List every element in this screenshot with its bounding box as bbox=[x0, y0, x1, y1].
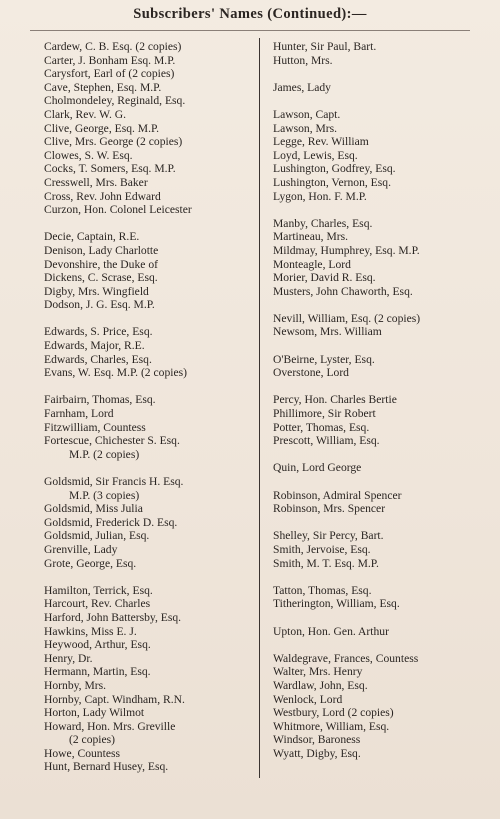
subscriber-entry: Evans, W. Esq. M.P. (2 copies) bbox=[44, 366, 187, 380]
subscriber-entry: Heywood, Arthur, Esq. bbox=[44, 638, 151, 652]
section-gap bbox=[273, 638, 420, 652]
subscriber-entry: Upton, Hon. Gen. Arthur bbox=[273, 624, 389, 638]
subscriber-entry: Devonshire, the Duke of bbox=[44, 257, 158, 271]
subscriber-entry-continuation: M.P. (3 copies) bbox=[69, 488, 140, 502]
subscriber-entry: Hutton, Mrs. bbox=[273, 53, 333, 67]
section-gap bbox=[44, 217, 192, 231]
section-gap bbox=[44, 380, 192, 394]
subscriber-entry: Dodson, J. G. Esq. M.P. bbox=[44, 298, 155, 312]
subscriber-entry: Walter, Mrs. Henry bbox=[273, 665, 363, 679]
subscriber-entry: Potter, Thomas, Esq. bbox=[273, 420, 370, 434]
subscriber-entry: Robinson, Admiral Spencer bbox=[273, 488, 402, 502]
subscriber-entry: Grenville, Lady bbox=[44, 542, 118, 556]
subscriber-entry: Hornby, Mrs. bbox=[44, 678, 107, 692]
section-gap bbox=[273, 448, 420, 462]
subscriber-entry: Morier, David R. Esq. bbox=[273, 271, 376, 285]
subscriber-entry: Goldsmid, Sir Francis H. Esq. bbox=[44, 475, 184, 488]
section-gap bbox=[273, 611, 420, 625]
subscriber-entry: Phillimore, Sir Robert bbox=[273, 407, 376, 421]
subscriber-entry: Hawkins, Miss E. J. bbox=[44, 624, 137, 638]
subscriber-entry: Legge, Rev. William bbox=[273, 135, 369, 149]
subscriber-entry: Clive, George, Esq. M.P. bbox=[44, 121, 160, 135]
section-gap bbox=[273, 380, 420, 394]
subscriber-entry: Monteagle, Lord bbox=[273, 257, 351, 271]
subscriber-entry: Goldsmid, Miss Julia bbox=[44, 502, 143, 516]
subscriber-entry: Titherington, William, Esq. bbox=[273, 597, 400, 611]
subscriber-entry: Loyd, Lewis, Esq. bbox=[273, 148, 358, 162]
subscriber-entry: Quin, Lord George bbox=[273, 461, 362, 475]
subscriber-entry: Robinson, Mrs. Spencer bbox=[273, 502, 386, 516]
subscriber-entry: O'Beirne, Lyster, Esq. bbox=[273, 352, 375, 366]
subscriber-entry: Harcourt, Rev. Charles bbox=[44, 597, 151, 611]
subscriber-entry: Wyatt, Digby, Esq. bbox=[273, 746, 361, 760]
subscriber-entry: Percy, Hon. Charles Bertie bbox=[273, 393, 397, 407]
subscriber-entry: Lushington, Godfrey, Esq. bbox=[273, 162, 396, 176]
subscriber-entry: Prescott, William, Esq. bbox=[273, 434, 380, 448]
subscriber-entry: Clowes, S. W. Esq. bbox=[44, 148, 133, 162]
subscriber-entry: Wardlaw, John, Esq. bbox=[273, 678, 368, 692]
section-gap bbox=[273, 67, 420, 81]
subscriber-entry: Carysfort, Earl of (2 copies) bbox=[44, 67, 175, 81]
subscriber-entry: Carter, J. Bonham Esq. M.P. bbox=[44, 53, 176, 67]
subscriber-entry: Westbury, Lord (2 copies) bbox=[273, 706, 394, 720]
section-gap bbox=[273, 94, 420, 108]
section-gap bbox=[44, 570, 192, 584]
subscriber-entry: Dickens, C. Scrase, Esq. bbox=[44, 271, 158, 285]
subscriber-entry: Nevill, William, Esq. (2 copies) bbox=[273, 311, 421, 325]
subscriber-entry: Waldegrave, Frances, Countess bbox=[273, 651, 419, 665]
page-title: Subscribers' Names (Continued):— bbox=[133, 6, 367, 22]
subscriber-entry: Grote, George, Esq. bbox=[44, 556, 137, 570]
subscriber-entry: Cardew, C. B. Esq. (2 copies) bbox=[44, 40, 182, 53]
section-gap bbox=[273, 298, 420, 312]
subscriber-entry: Manby, Charles, Esq. bbox=[273, 216, 373, 230]
subscriber-entry: Musters, John Chaworth, Esq. bbox=[273, 284, 413, 298]
subscriber-entry-continuation: (2 copies) bbox=[69, 733, 116, 747]
subscriber-entry: Hornby, Capt. Windham, R.N. bbox=[44, 692, 185, 706]
subscriber-entry: Goldsmid, Frederick D. Esq. bbox=[44, 515, 178, 529]
subscriber-entry: Tatton, Thomas, Esq. bbox=[273, 583, 372, 597]
subscriber-entry: Horton, Lady Wilmot bbox=[44, 706, 145, 720]
header-rule bbox=[30, 30, 470, 31]
subscriber-entry: Howe, Countess bbox=[44, 746, 120, 760]
section-gap bbox=[273, 516, 420, 530]
subscriber-entry: Mildmay, Humphrey, Esq. M.P. bbox=[273, 243, 420, 257]
section-gap bbox=[273, 475, 420, 489]
subscriber-entry: Edwards, Major, R.E. bbox=[44, 339, 145, 353]
subscriber-entry-continuation: M.P. (2 copies) bbox=[69, 447, 140, 461]
subscriber-entry: Fortescue, Chichester S. Esq. bbox=[44, 434, 180, 448]
subscriber-entry: Hermann, Martin, Esq. bbox=[44, 665, 151, 679]
subscriber-entry: Shelley, Sir Percy, Bart. bbox=[273, 529, 384, 543]
subscribers-right-column bbox=[273, 40, 420, 760]
subscriber-entry: Harford, John Battersby, Esq. bbox=[44, 610, 182, 624]
subscriber-entry: Lawson, Mrs. bbox=[273, 121, 338, 135]
subscriber-entry: Cross, Rev. John Edward bbox=[44, 189, 161, 203]
subscriber-entry: Farnham, Lord bbox=[44, 407, 114, 421]
subscriber-entry: Lygon, Hon. F. M.P. bbox=[273, 189, 367, 203]
subscriber-entry: Smith, Jervoise, Esq. bbox=[273, 542, 371, 556]
subscriber-entry: Cave, Stephen, Esq. M.P. bbox=[44, 80, 162, 94]
subscriber-entry: Newsom, Mrs. William bbox=[273, 325, 382, 339]
subscriber-entry: Howard, Hon. Mrs. Greville bbox=[44, 719, 176, 733]
subscriber-entry: Hunt, Bernard Husey, Esq. bbox=[44, 760, 169, 774]
section-gap bbox=[44, 312, 192, 326]
section-gap bbox=[273, 570, 420, 584]
subscriber-entry: Curzon, Hon. Colonel Leicester bbox=[44, 203, 192, 217]
subscriber-entry: Martineau, Mrs. bbox=[273, 230, 349, 244]
subscriber-entry: Cresswell, Mrs. Baker bbox=[44, 175, 148, 189]
subscriber-entry: Fitzwilliam, Countess bbox=[44, 420, 146, 434]
subscriber-entry: Clive, Mrs. George (2 copies) bbox=[44, 135, 183, 149]
subscriber-entry: Hamilton, Terrick, Esq. bbox=[44, 583, 153, 597]
subscriber-entry: Overstone, Lord bbox=[273, 366, 349, 380]
subscriber-entry: Decie, Captain, R.E. bbox=[44, 230, 140, 244]
subscriber-entry: Cholmondeley, Reginald, Esq. bbox=[44, 94, 186, 108]
subscriber-entry: Wenlock, Lord bbox=[273, 692, 343, 706]
subscriber-entry: Hunter, Sir Paul, Bart. bbox=[273, 40, 377, 53]
subscriber-entry: Lushington, Vernon, Esq. bbox=[273, 175, 391, 189]
section-gap bbox=[44, 461, 192, 475]
subscriber-entry: Lawson, Capt. bbox=[273, 107, 341, 121]
subscriber-entry: Smith, M. T. Esq. M.P. bbox=[273, 556, 379, 570]
section-gap bbox=[273, 339, 420, 353]
section-gap bbox=[273, 203, 420, 217]
subscriber-entry: Clark, Rev. W. G. bbox=[44, 107, 127, 121]
subscribers-left-column bbox=[44, 40, 192, 774]
subscriber-entry: Windsor, Baroness bbox=[273, 733, 361, 747]
column-divider bbox=[259, 38, 260, 778]
subscriber-entry: Digby, Mrs. Wingfield bbox=[44, 284, 149, 298]
subscriber-entry: Edwards, S. Price, Esq. bbox=[44, 325, 153, 339]
subscriber-entry: Goldsmid, Julian, Esq. bbox=[44, 529, 150, 543]
subscriber-entry: James, Lady bbox=[273, 80, 331, 94]
subscriber-entry: Cocks, T. Somers, Esq. M.P. bbox=[44, 162, 176, 176]
subscriber-entry: Edwards, Charles, Esq. bbox=[44, 352, 152, 366]
subscriber-entry: Henry, Dr. bbox=[44, 651, 93, 665]
subscriber-entry: Denison, Lady Charlotte bbox=[44, 243, 159, 257]
subscriber-entry: Whitmore, William, Esq. bbox=[273, 719, 390, 733]
subscriber-entry: Fairbairn, Thomas, Esq. bbox=[44, 393, 156, 407]
